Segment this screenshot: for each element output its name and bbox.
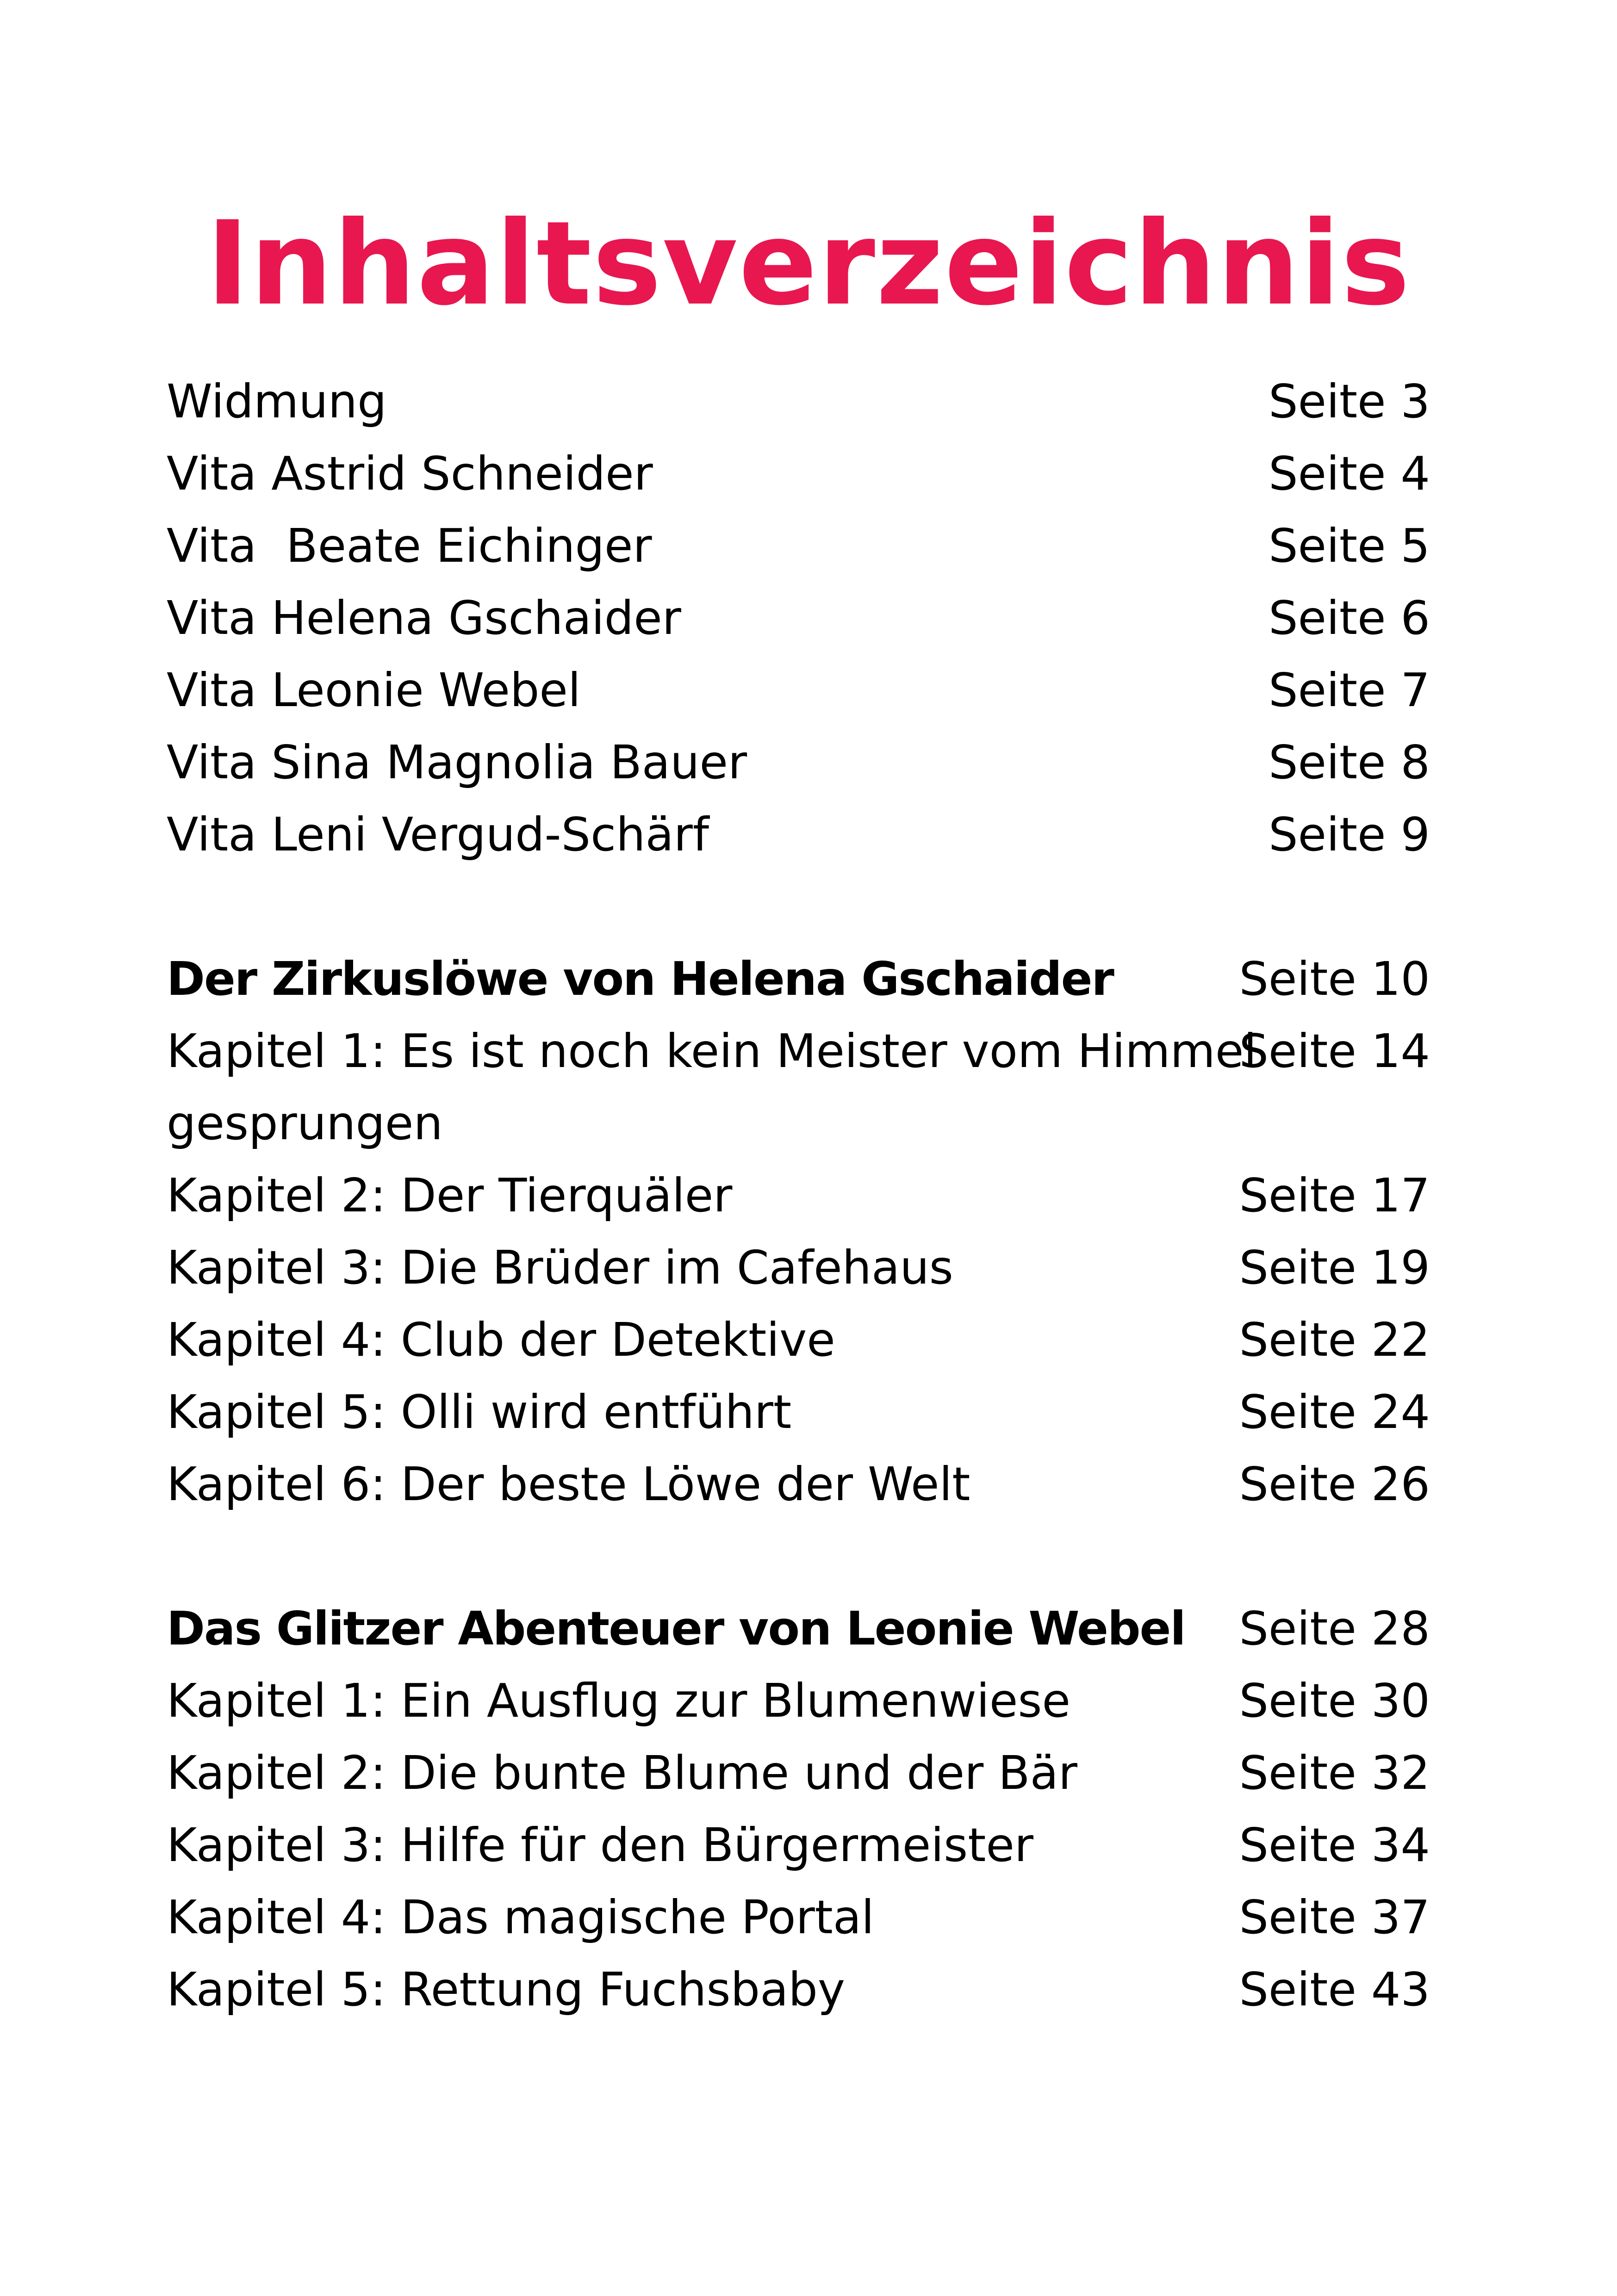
toc-entry-page: Seite 34: [1239, 1818, 1430, 1872]
toc-entry-label: Kapitel 3: Die Brüder im Cafehaus: [167, 1241, 953, 1295]
toc-entry-label: Vita Sina Magnolia Bauer: [167, 735, 747, 789]
toc-entry-vita-sina[interactable]: [167, 726, 1430, 799]
toc-entry-kapitel-5[interactable]: [167, 1954, 1430, 2026]
toc-entry-vita-beate[interactable]: [167, 510, 1430, 582]
toc-entry-label: Kapitel 1: Ein Ausflug zur Blumenwiese: [167, 1674, 1070, 1728]
toc-entry-page: Seite 7: [1269, 663, 1430, 717]
toc-entry-vita-leonie[interactable]: [167, 654, 1430, 726]
toc-entry-kapitel-5[interactable]: [167, 1376, 1430, 1448]
toc-entry-kapitel-2[interactable]: [167, 1737, 1430, 1809]
toc-entry-kapitel-1[interactable]: [167, 1015, 1430, 1160]
toc-entry-kapitel-4[interactable]: [167, 1881, 1430, 1954]
toc-entry-page: Seite 6: [1269, 591, 1430, 645]
toc-entry-page: Seite 3: [1269, 374, 1430, 428]
toc-entry-label: Kapitel 1: Es ist noch kein Meister vom Himmel: [167, 1024, 1257, 1078]
toc-entry-page: Seite 24: [1239, 1385, 1430, 1439]
toc-entry-label: Vita Beate Eichinger: [167, 519, 652, 573]
toc-entry-page: Seite 4: [1269, 447, 1430, 501]
toc-entry-page: Seite 30: [1239, 1674, 1430, 1728]
toc-entry-page: Seite 32: [1239, 1746, 1430, 1800]
toc-entry-vita-leni[interactable]: [167, 799, 1430, 871]
toc-entry-label: Kapitel 5: Rettung Fuchsbaby: [167, 1962, 846, 2017]
toc-entry-kapitel-2[interactable]: [167, 1160, 1430, 1232]
toc-entry-kapitel-3[interactable]: [167, 1232, 1430, 1304]
toc-entry-page: Seite 17: [1239, 1168, 1430, 1222]
toc-entry-label-continuation: gesprungen: [167, 1096, 443, 1150]
toc-entry-kapitel-1[interactable]: [167, 1665, 1430, 1737]
toc-entry-page: Seite 22: [1239, 1313, 1430, 1367]
toc-entry-label: Kapitel 3: Hilfe für den Bürgermeister: [167, 1818, 1034, 1872]
page-title: Inhaltsverzeichnis: [206, 196, 1411, 331]
toc-entry-page: Seite 37: [1239, 1890, 1430, 1944]
toc-story-title: Das Glitzer Abenteuer von Leonie Webel: [167, 1601, 1185, 1656]
toc-entry-page: Seite 26: [1239, 1457, 1430, 1511]
toc-entry-page: Seite 19: [1239, 1241, 1430, 1295]
toc-entry-page: Seite 43: [1239, 1962, 1430, 2017]
toc-entry-label: Kapitel 4: Das magische Portal: [167, 1890, 874, 1944]
toc-entry-label: Widmung: [167, 374, 387, 428]
toc-story-heading-zirkusloewe[interactable]: [167, 943, 1430, 1015]
toc-entry-page: Seite 8: [1269, 735, 1430, 789]
toc-entry-label: Vita Leonie Webel: [167, 663, 581, 717]
toc-entry-page: Seite 14: [1239, 1024, 1430, 1078]
toc-entry-kapitel-3[interactable]: [167, 1809, 1430, 1881]
toc-entry-label: Kapitel 6: Der beste Löwe der Welt: [167, 1457, 970, 1511]
toc-entry-kapitel-6[interactable]: [167, 1448, 1430, 1520]
toc-entry-page: Seite 9: [1269, 807, 1430, 862]
toc-entry-page: Seite 5: [1269, 519, 1430, 573]
toc-entry-label: Kapitel 5: Olli wird entführt: [167, 1385, 792, 1439]
toc-entry-label: Kapitel 2: Der Tierquäler: [167, 1168, 733, 1222]
toc-entry-label: Kapitel 2: Die bunte Blume und der Bär: [167, 1746, 1078, 1800]
toc-entry-page: Seite 28: [1239, 1601, 1430, 1656]
toc-entry-label: Vita Leni Vergud-Schärf: [167, 807, 709, 862]
toc-entry-vita-astrid[interactable]: [167, 438, 1430, 510]
toc-entry-vita-helena[interactable]: [167, 582, 1430, 654]
toc-entry-label: Kapitel 4: Club der Detektive: [167, 1313, 835, 1367]
toc-story-heading-glitzer[interactable]: [167, 1593, 1430, 1665]
toc-entry-label: Vita Astrid Schneider: [167, 447, 653, 501]
toc-entry-widmung[interactable]: [167, 366, 1430, 438]
toc-story-title: Der Zirkuslöwe von Helena Gschaider: [167, 952, 1113, 1006]
toc-entry-kapitel-4[interactable]: [167, 1304, 1430, 1376]
toc-entry-label: Vita Helena Gschaider: [167, 591, 681, 645]
toc-entry-page: Seite 10: [1239, 952, 1430, 1006]
